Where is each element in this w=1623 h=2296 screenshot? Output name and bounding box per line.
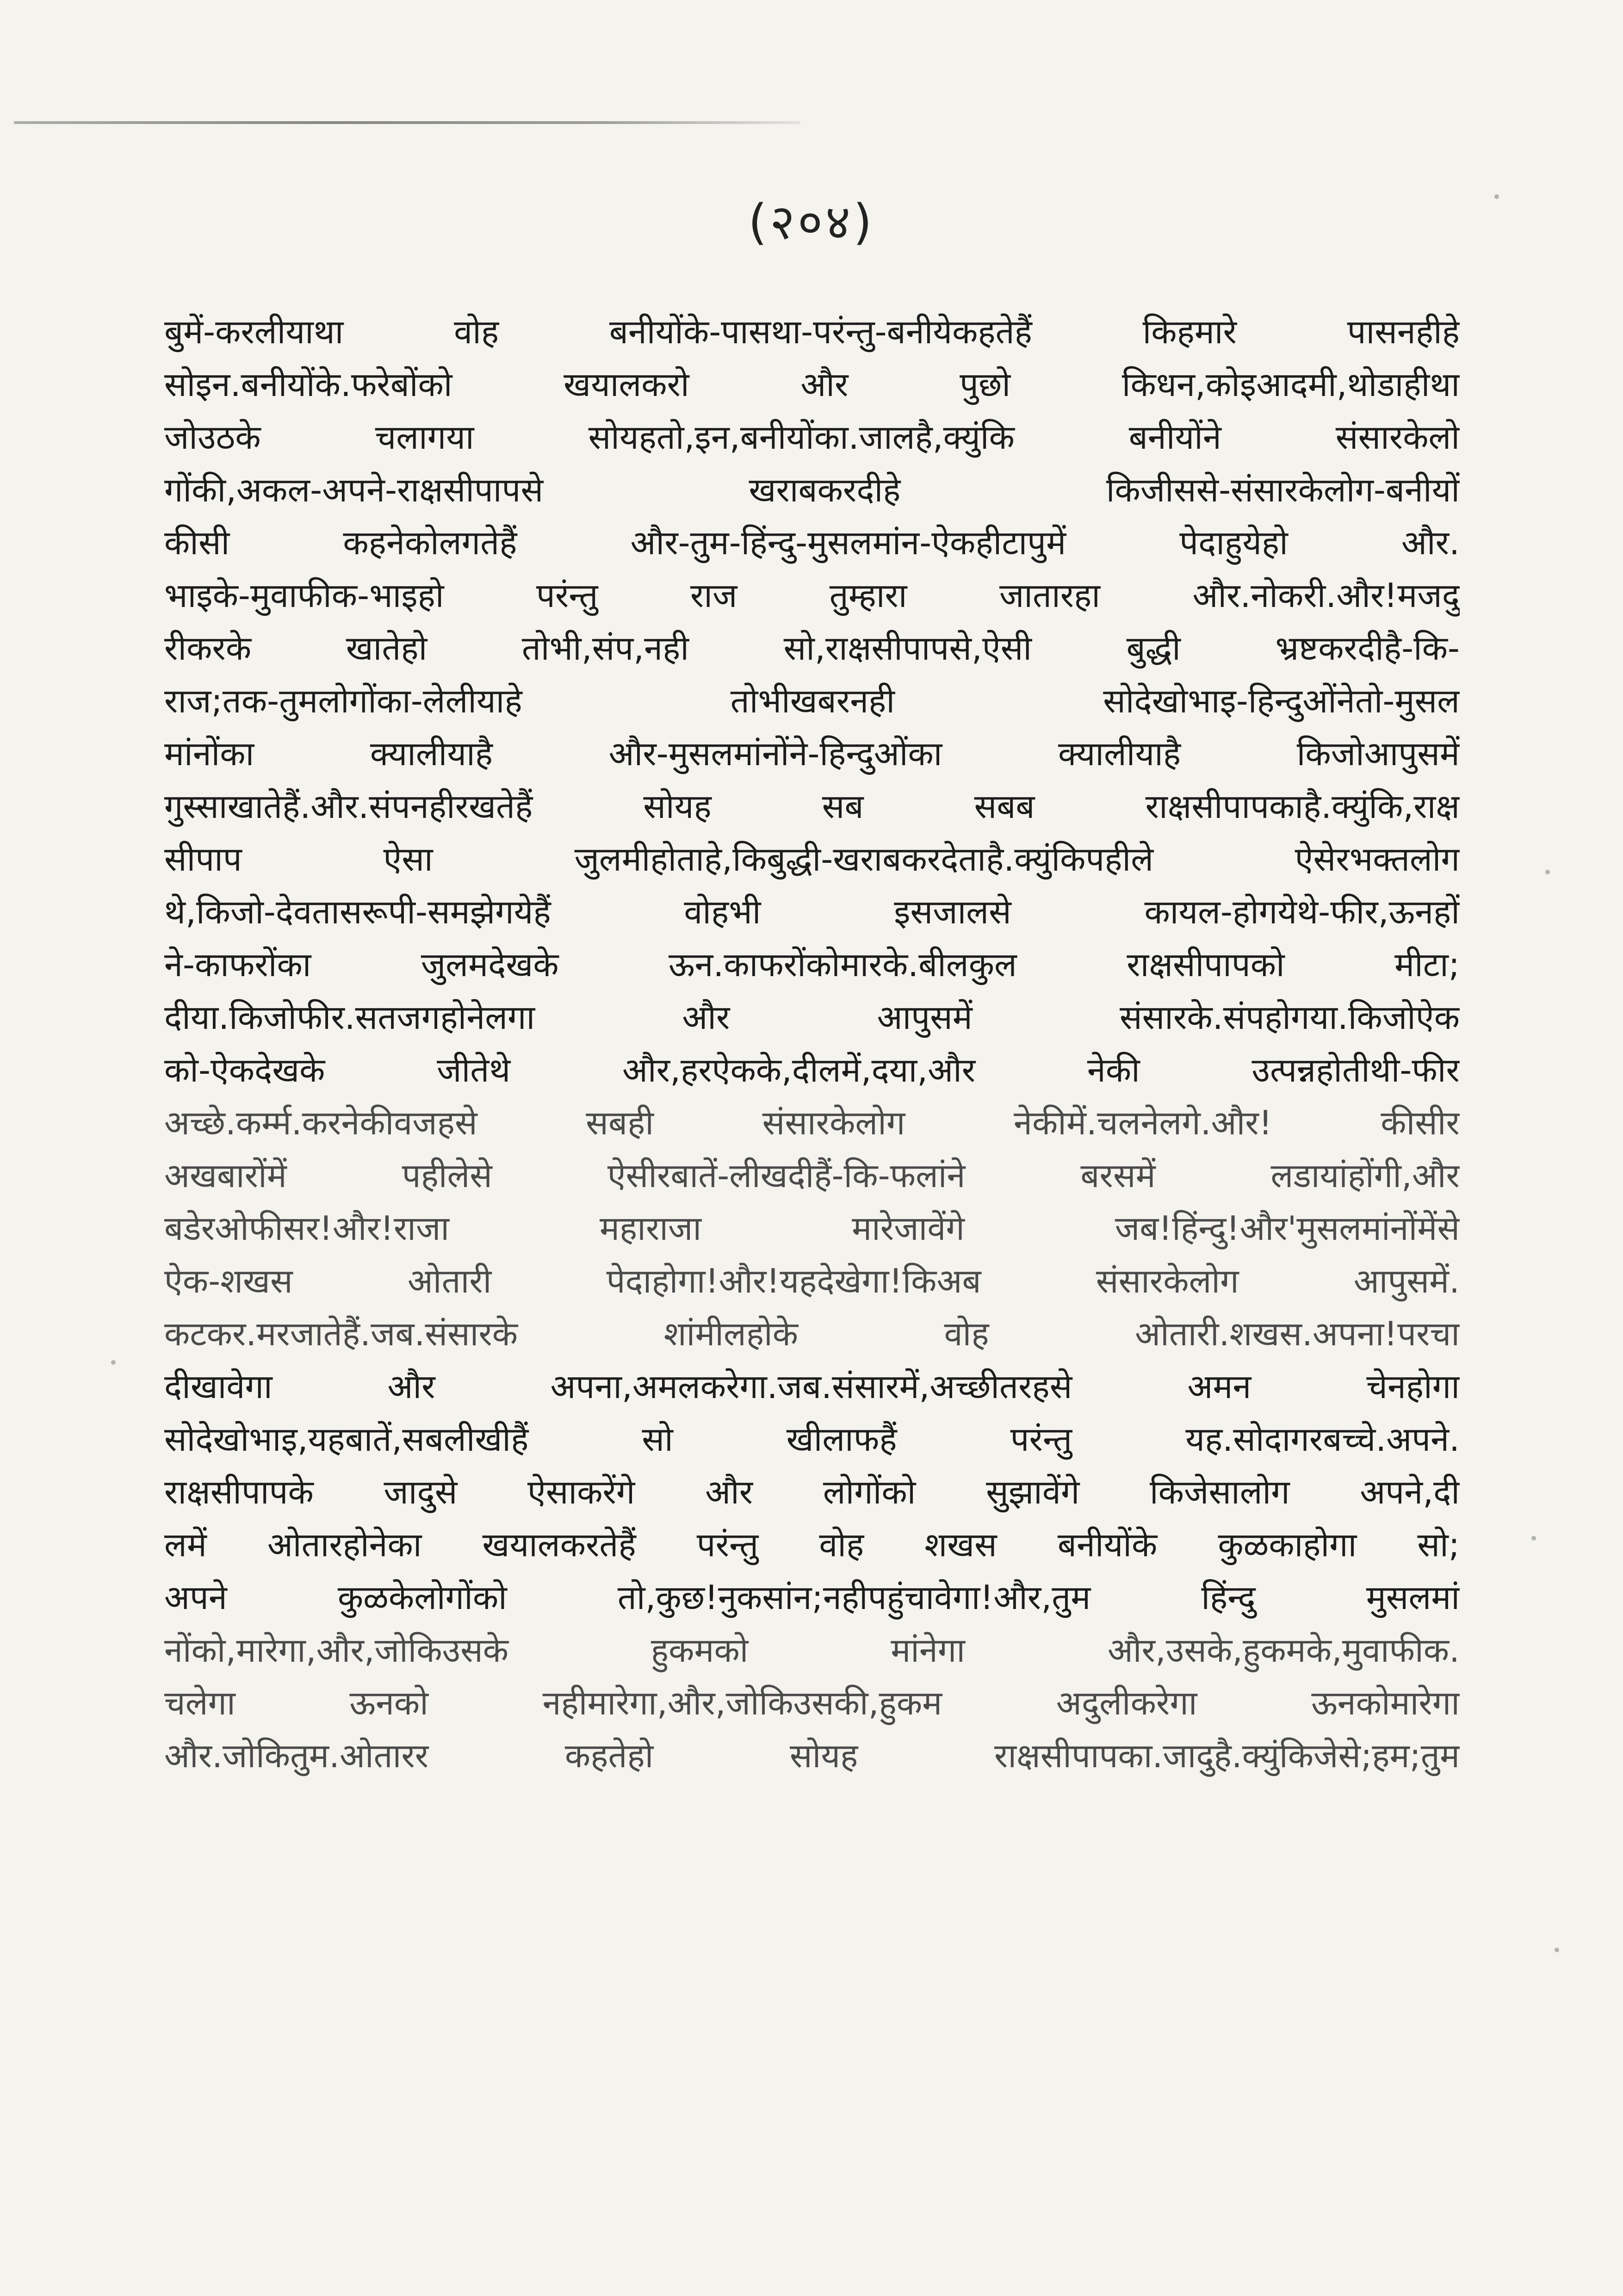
text-line: को-ऐकदेखके जीतेथे और,हरऐकके,दीलमें,दया,और नेकी उत्पन्नहोतीथी-फीर [164,1051,1460,1089]
text-line: बडेरओफीसर!और!राजा महाराजा मारेजावेंगे जब!हिंन्दु!और'मुसलमांनोंमेंसे [164,1209,1460,1248]
text-line: मांनोंका क्यालीयाहै और-मुसलमांनोंने-हिन्दुओंका क्यालीयाहै किजोआपुसमें [164,734,1460,773]
text-line: थे,किजो-देवतासरूपी-समझेगयेहैं वोहभी इसजालसे कायल-होगयेथे-फीर,ऊनहों [164,892,1460,931]
text-line: गुस्साखातेहैं.और.संपनहीरखतेहैं सोयह सब सबब राक्षसीपापकाहै.क्युंकि,राक्ष [164,787,1460,826]
text-line: सोइन.बनीयोंके.फरेबोंको खयालकरो और पुछो किधन,कोइआदमी,थोडाहीथा [164,365,1460,404]
text-line: जोउठके चलागया सोयहतो,इन,बनीयोंका.जालहै,क्युंकि बनीयोंने संसारकेलो [164,418,1460,457]
scan-speck [1545,870,1550,874]
text-line: राज;तक-तुमलोगोंका-लेलीयाहे तोभीखबरनही सोदेखोभाइ-हिन्दुओंनेतो-मुसल [164,681,1460,720]
text-line: बुमें-करलीयाथा वोह बनीयोंके-पासथा-परंन्तु-बनीयेकहतेहैं किहमारे पासनहीहे [164,312,1460,351]
text-line: भाइके-मुवाफीक-भाइहो परंन्तु राज तुम्हारा जातारहा और.नोकरी.और!मजदु [164,576,1460,615]
text-line: लमें ओतारहोनेका खयालकरतेहैं परंन्तु वोह शखस बनीयोंके कुळकाहोगा सो; [164,1525,1460,1564]
text-line: रीकरके खातेहो तोभी,संप,नही सो,राक्षसीपापसे,ऐसी बुद्धी भ्रष्टकरदीहै-कि- [164,629,1460,668]
text-line: अच्छे.कर्म्म.करनेकीवजहसे सबही संसारकेलोग नेकीमें.चलनेलगे.और! कीसीर [164,1103,1460,1142]
text-line: ने-काफरोंका जुलमदेखके ऊन.काफरोंकोमारके.बीलकुल राक्षसीपापको मीटा; [164,945,1460,984]
scan-speck [111,1360,116,1365]
scan-speck [1494,194,1499,199]
text-line: नोंको,मारेगा,और,जोकिउसके हुकमको मांनेगा और,उसके,हुकमके,मुवाफीक. [164,1631,1460,1670]
text-line: दीया.किजोफीर.सतजगहोनेलगा और आपुसमें संसारके.संपहोगया.किजोऐक [164,998,1460,1037]
text-line: अखबारोंमें पहीलेसे ऐसीरबातें-लीखदीहैं-कि-फलांने बरसमें लडायांहोंगी,और [164,1156,1460,1195]
text-line: और.जोकितुम.ओतारर कहतेहो सोयह राक्षसीपापका.जादुहै.क्युंकिजेसे;हम;तुम [164,1736,1460,1775]
body-text [164,305,1460,1782]
scan-speck [1555,1948,1559,1952]
text-line: सोदेखोभाइ,यहबातें,सबलीखीहैं सो खीलाफहैं परंन्तु यह.सोदागरबच्चे.अपने. [164,1420,1460,1459]
text-line: चलेगा ऊनको नहीमारेगा,और,जोकिउसकी,हुकम अदुलीकरेगा ऊनकोमारेगा [164,1683,1460,1722]
text-line: कटकर.मरजातेहैं.जब.संसारके शांमीलहोके वोह ओतारी.शखस.अपना!परचा [164,1314,1460,1353]
text-line: ऐक-शखस ओतारी पेदाहोगा!और!यहदेखेगा!किअब संसारकेलोग आपुसमें. [164,1262,1460,1300]
text-line: गोंकी,अकल-अपने-राक्षसीपापसे खराबकरदीहे किजीससे-संसारकेलोग-बनीयों [164,470,1460,509]
text-line: राक्षसीपापके जादुसे ऐसाकरेंगे और लोगोंको सुझावेंगे किजेसालोग अपने,दी [164,1473,1460,1511]
top-rule [14,121,800,124]
scan-speck [1531,1536,1536,1541]
text-line: कीसी कहनेकोलगतेहैं और-तुम-हिंन्दु-मुसलमांन-ऐकहीटापुमें पेदाहुयेहो और. [164,523,1460,562]
text-line: दीखावेगा और अपना,अमलकरेगा.जब.संसारमें,अच्छीतरहसे अमन चेनहोगा [164,1367,1460,1406]
text-line: अपने कुळकेलोगोंको तो,कुछ!नुकसांन;नहीपहुंचावेगा!और,तुम हिंन्दु मुसलमां [164,1578,1460,1617]
page-number: (२०४) [748,194,875,250]
text-line: सीपाप ऐसा जुलमीहोताहे,किबुद्धी-खराबकरदेताहै.क्युंकिपहीले ऐसेरभक्तलोग [164,840,1460,879]
